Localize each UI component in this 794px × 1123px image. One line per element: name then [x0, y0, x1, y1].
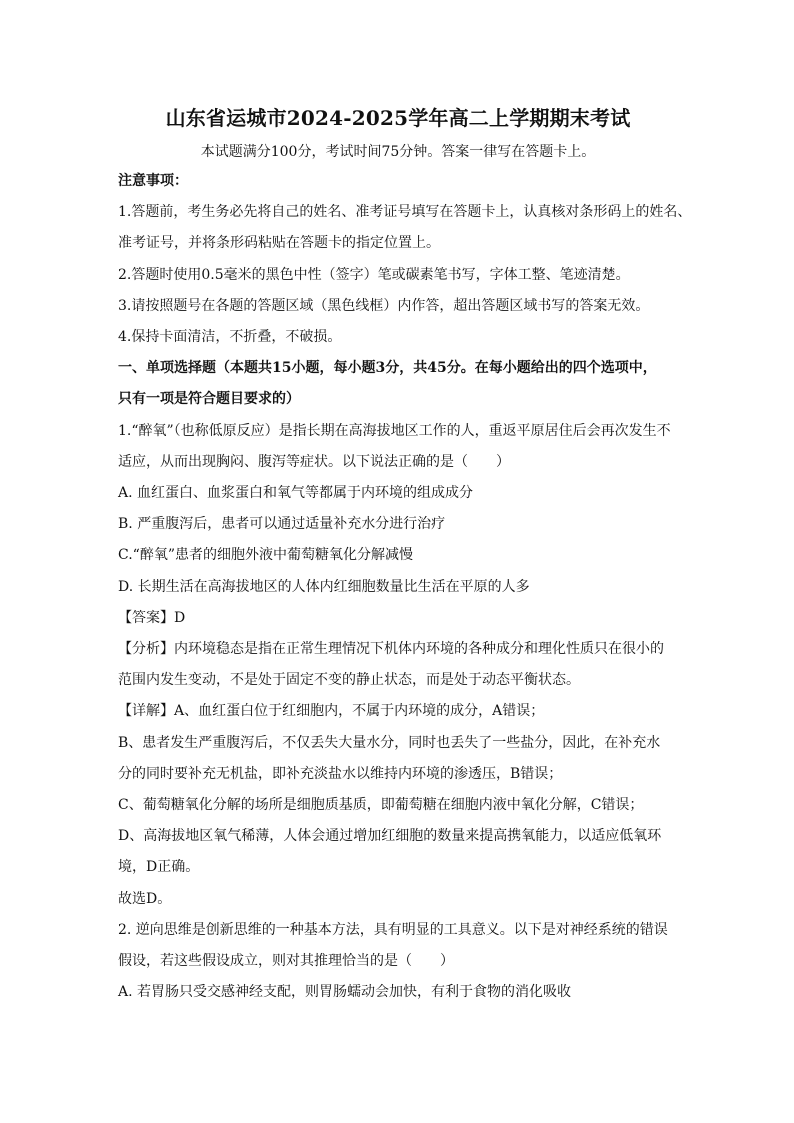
question-2-stem-line-1: 2. 逆向思维是创新思维的一种基本方法，具有明显的工具意义。以下是对神经系统的错误 — [118, 921, 668, 938]
notice-item-4: 4.保持卡面清洁，不折叠，不破损。 — [118, 329, 342, 346]
notice-item-1b: 准考证号，并将条形码粘贴在答题卡的指定位置上。 — [118, 235, 440, 252]
question-1-stem-line-2: 适应，从而出现胸闷、腹泻等症状。以下说法正确的是（ ） — [118, 453, 510, 470]
question-1-analysis-line-1: 【分析】内环境稳态是指在正常生理情况下机体内环境的各种成分和理化性质只在很小的 — [118, 641, 664, 658]
question-1-detail-d-line-1: D、高海拔地区氧气稀薄，人体会通过增加红细胞的数量来提高携氧能力，以适应低氧环 — [118, 828, 662, 845]
notice-heading: 注意事项： — [118, 173, 188, 189]
question-1-detail-c: C、葡萄糖氧化分解的场所是细胞质基质，即葡萄糖在细胞内液中氧化分解，C错误； — [118, 797, 644, 814]
question-1-conclusion: 故选D。 — [118, 890, 172, 907]
question-2-option-a: A. 若胃肠只受交感神经支配，则胃肠蠕动会加快，有利于食物的消化吸收 — [118, 984, 572, 1001]
question-1-answer: 【答案】D — [118, 609, 186, 626]
section-heading-line-2: 只有一项是符合题目要求的） — [118, 391, 300, 408]
question-1-option-c: C.“醉氧”患者的细胞外液中葡萄糖氧化分解减慢 — [118, 547, 413, 564]
question-1-detail-b-line-1: B、患者发生严重腹泻后，不仅丢失大量水分，同时也丢失了一些盐分，因此，在补充水 — [118, 734, 661, 751]
question-2-stem-line-2: 假设，若这些假设成立，则对其推理恰当的是（ ） — [118, 953, 454, 970]
question-1-detail-a: 【详解】A、血红蛋白位于红细胞内，不属于内环境的成分，A错误； — [118, 703, 545, 720]
question-1-option-b: B. 严重腹泻后，患者可以通过适量补充水分进行治疗 — [118, 516, 446, 533]
document-content — [118, 105, 692, 1008]
question-1-detail-d-line-2: 境，D正确。 — [118, 859, 200, 876]
question-1-option-d: D. 长期生活在高海拔地区的人体内红细胞数量比生活在平原的人多 — [118, 578, 530, 595]
notice-item-1a: 1.答题前，考生务必先将自己的姓名、准考证号填写在答题卡上，认真核对条形码上的姓名、 — [118, 204, 692, 221]
question-1-stem-line-1: 1.“醉氧”（也称低原反应）是指长期在高海拔地区工作的人，重返平原居住后会再次发生不 — [118, 422, 671, 439]
question-1-detail-b-line-2: 分的同时要补充无机盐，即补充淡盐水以维持内环境的渗透压，B错误； — [118, 765, 563, 782]
question-1-analysis-line-2: 范围内发生变动，不是处于固定不变的静止状态，而是处于动态平衡状态。 — [118, 672, 580, 689]
exam-instructions-summary: 本试题满分100分，考试时间75分钟。答案一律写在答题卡上。 — [200, 144, 596, 160]
document-title: 山东省运城市2024-2025学年高二上学期期末考试 — [165, 106, 631, 130]
section-heading-line-1: 一、单项选择题（本题共15小题，每小题3分，共45分。在每小题给出的四个选项中， — [118, 360, 657, 377]
notice-item-2: 2.答题时使用0.5毫米的黑色中性（签字）笔或碳素笔书写，字体工整、笔迹清楚。 — [118, 266, 630, 283]
question-1-option-a: A. 血红蛋白、血浆蛋白和氧气等都属于内环境的组成成分 — [118, 485, 474, 502]
notice-item-3: 3.请按照题号在各题的答题区域（黑色线框）内作答，超出答题区域书写的答案无效。 — [118, 297, 650, 314]
